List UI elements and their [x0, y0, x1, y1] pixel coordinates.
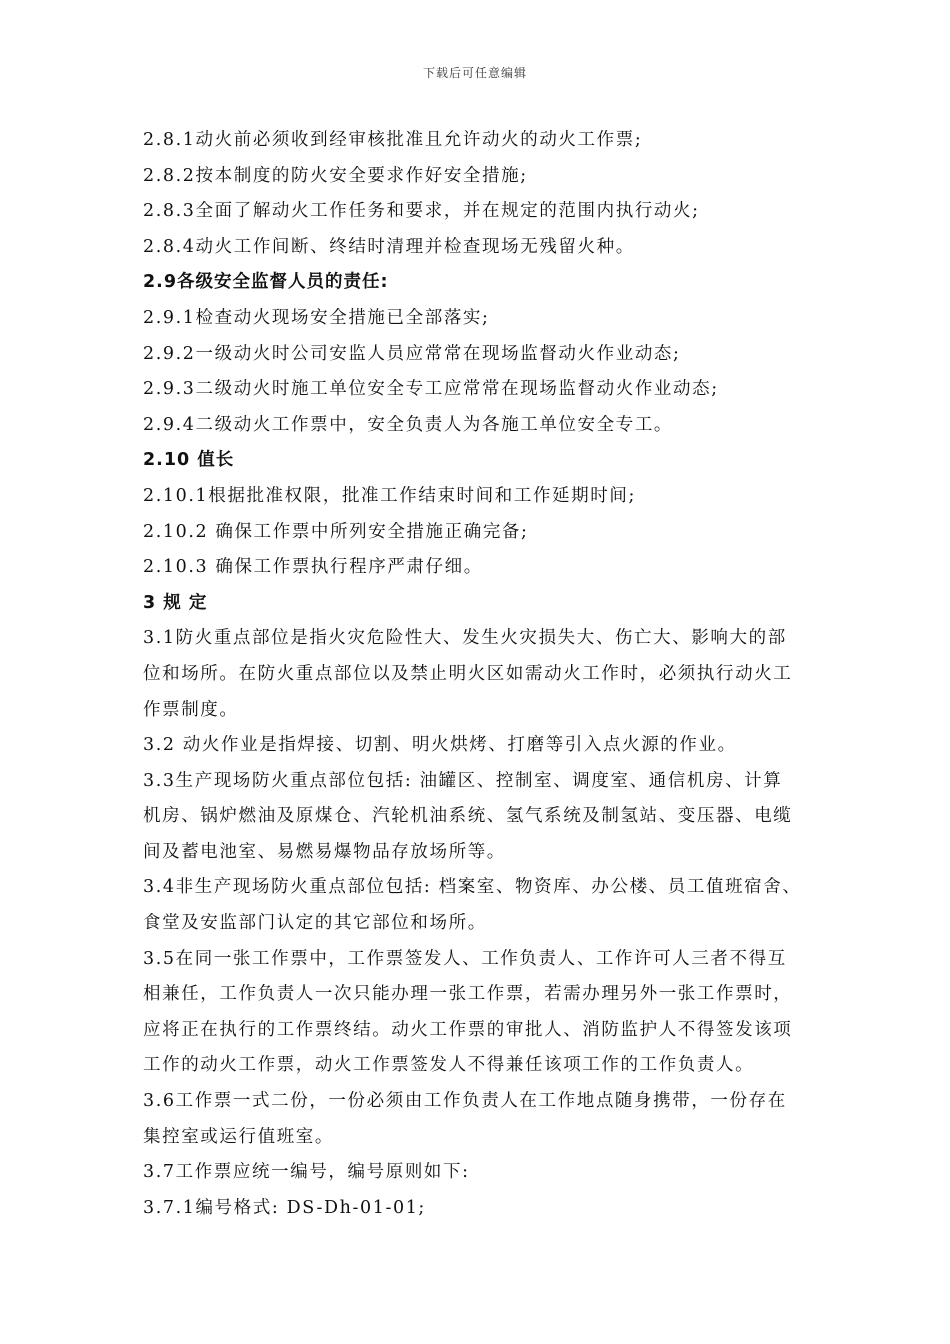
document-body: [143, 123, 815, 1226]
text-line: 3.2 动火作业是指焊接、切割、明火烘烤、打磨等引入点火源的作业。: [143, 735, 737, 756]
text-line: 2.10.3 确保工作票执行程序严肃仔细。: [143, 557, 483, 578]
text-line: 位和场所。在防火重点部位以及禁止明火区如需动火工作时，必须执行动火工: [143, 663, 793, 684]
text-line: 3.5在同一张工作票中，工作票签发人、工作负责人、工作许可人三者不得互: [143, 948, 787, 969]
text-line: 应将正在执行的工作票终结。动火工作票的审批人、消防监护人不得签发该项: [143, 1019, 793, 1040]
text-line: 2.10.1根据批准权限，批准工作结束时间和工作延期时间;: [143, 485, 636, 506]
text-line: 间及蓄电池室、易燃易爆物品存放场所等。: [143, 841, 506, 862]
text-line: 机房、锅炉燃油及原煤仓、汽轮机油系统、氢气系统及制氢站、变压器、电缆: [143, 806, 793, 827]
text-line: 2.8.4动火工作间断、终结时清理并检查现场无残留火种。: [143, 236, 635, 257]
text-line: 2.9.2一级动火时公司安监人员应常常在现场监督动火作业动态;: [143, 343, 681, 364]
text-line: 3.3生产现场防火重点部位包括: 油罐区、控制室、调度室、通信机房、计算: [143, 770, 783, 791]
text-line: 3.4非生产现场防火重点部位包括: 档案室、物资库、办公楼、员工值班宿舍、: [143, 877, 802, 898]
text-line: 集控室或运行值班室。: [143, 1126, 334, 1147]
text-line: 3.7.1编号格式: DS-Dh-01-01;: [143, 1197, 426, 1218]
text-line: 3.7工作票应统一编号，编号原则如下:: [143, 1162, 470, 1183]
text-line: 2.8.3全面了解动火工作任务和要求，并在规定的范围内执行动火;: [143, 201, 700, 222]
section-heading: 2.10 值长: [143, 450, 235, 471]
section-heading: 3 规 定: [143, 592, 208, 613]
text-line: 2.9.3二级动火时施工单位安全专工应常常在现场监督动火作业动态;: [143, 379, 719, 400]
text-line: 2.9.4二级动火工作票中，安全负责人为各施工单位安全专工。: [143, 414, 674, 435]
text-line: 2.8.2按本制度的防火安全要求作好安全措施;: [143, 165, 528, 186]
text-line: 2.9.1检查动火现场安全措施已全部落实;: [143, 307, 490, 328]
text-line: 2.8.1动火前必须收到经审核批准且允许动火的动火工作票;: [143, 130, 643, 150]
text-line: 相兼任，工作负责人一次只能办理一张工作票，若需办理另外一张工作票时，: [143, 984, 793, 1005]
text-line: 作票制度。: [143, 699, 239, 720]
text-line: 2.10.2 确保工作票中所列安全措施正确完备;: [143, 521, 529, 542]
text-line: 工作的动火工作票，动火工作票签发人不得兼任该项工作的工作负责人。: [143, 1055, 755, 1076]
text-line: 3.6工作票一式二份，一份必须由工作负责人在工作地点随身携带，一份存在: [143, 1091, 787, 1112]
page-header: 下载后可任意编辑: [422, 66, 527, 80]
text-line: 3.1防火重点部位是指火灾危险性大、发生火灾损失大、伤亡大、影响大的部: [143, 628, 787, 649]
section-heading: 2.9各级安全监督人员的责任:: [143, 272, 389, 293]
text-line: 食堂及安监部门认定的其它部位和场所。: [143, 913, 487, 934]
